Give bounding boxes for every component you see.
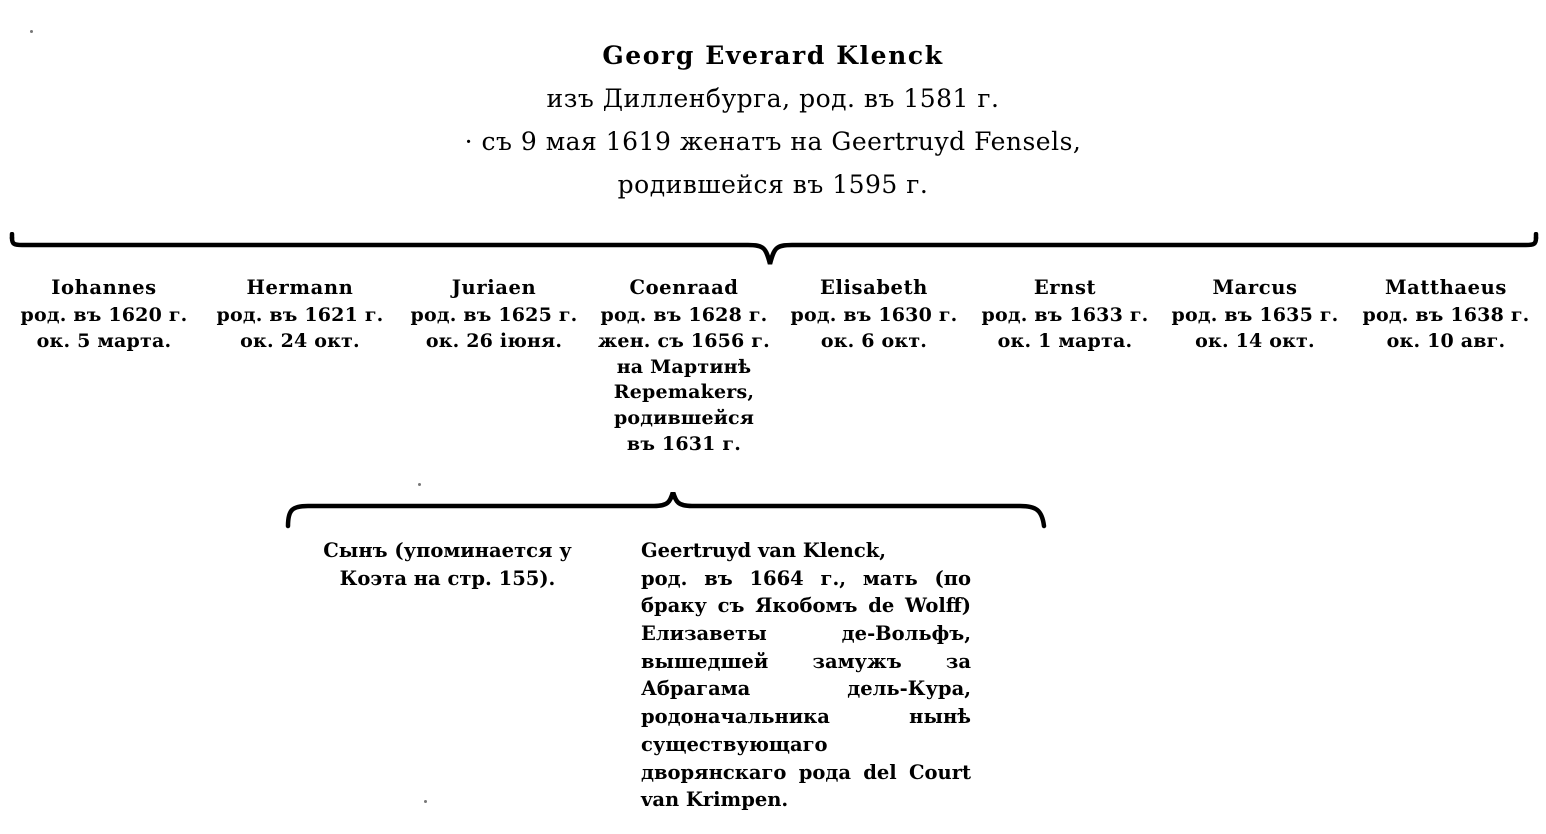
child-name: Elisabeth (820, 276, 928, 299)
child-detail: род. въ 1630 г. (790, 304, 958, 327)
child-detail: Repemakers, (613, 381, 755, 404)
child-detail: ок. 24 окт. (240, 329, 360, 352)
child-name: Iohannes (51, 276, 157, 299)
child-detail: род. въ 1620 г. (20, 304, 188, 327)
child-detail: на Мартинѣ (616, 355, 752, 378)
root-person-marriage: · съ 9 мая 1619 женатъ на Geertruyd Fensels, (464, 127, 1082, 156)
child-node (6, 275, 202, 355)
root-person-birth: изъ Дилленбурга, род. въ 1581 г. (546, 84, 1000, 113)
child-detail: ок. 14 окт. (1195, 329, 1315, 352)
child-name: Hermann (246, 276, 354, 299)
child-detail: въ 1631 г. (626, 432, 742, 455)
child-detail: ок. 26 іюня. (425, 329, 563, 352)
descendant-node-geertruyd (631, 537, 971, 814)
child-detail: родившейся (613, 406, 755, 429)
child-detail: жен. съ 1656 г. (598, 329, 770, 352)
child-detail: род. въ 1628 г. (600, 304, 768, 327)
paper-speck (418, 483, 421, 486)
paper-speck (424, 800, 427, 803)
root-person-name: Georg Everard Klenck (602, 41, 944, 70)
child-node (590, 275, 778, 457)
child-detail: род. въ 1635 г. (1171, 304, 1339, 327)
child-detail: род. въ 1625 г. (410, 304, 578, 327)
child-node (778, 275, 970, 355)
children-row (0, 275, 1546, 457)
child-name: Marcus (1212, 276, 1298, 299)
root-spouse-birth: родившейся въ 1595 г. (617, 170, 929, 199)
child-detail: ок. 10 авг. (1386, 329, 1506, 352)
child-node (970, 275, 1160, 355)
child-detail: род. въ 1621 г. (216, 304, 384, 327)
paper-speck (30, 30, 33, 33)
root-person-block (0, 34, 1546, 206)
child-node (202, 275, 398, 355)
child-detail: ок. 6 окт. (820, 329, 928, 352)
child-name: Juriaen (451, 276, 537, 299)
descendant-son-line2: Коэта на стр. 155). (339, 566, 556, 590)
child-detail: ок. 5 марта. (36, 329, 172, 352)
descendant-description: род. въ 1664 г., мать (по браку съ Якобомъ de Wolff) Елизаветы де-Вольфъ, вышедшей замужъ за Абрагама дель-Кура, родоначальника нынѣ существующаго дворянскаго рода del Court van Krimpen. (641, 566, 971, 812)
child-name: Ernst (1033, 276, 1097, 299)
child-name: Coenraad (629, 276, 739, 299)
child-node (398, 275, 590, 355)
child-detail: род. въ 1638 г. (1362, 304, 1530, 327)
child-node (1350, 275, 1542, 355)
generation-brace-top (8, 232, 1540, 268)
descendant-son-line1: Сынъ (упоминается у (323, 539, 572, 562)
child-name: Matthaeus (1384, 276, 1507, 299)
descendant-node-son (276, 537, 631, 592)
child-node (1160, 275, 1350, 355)
descendants-row (276, 537, 1036, 814)
descendant-name: Geertruyd van Klenck, (641, 539, 886, 562)
child-detail: ок. 1 марта. (997, 329, 1133, 352)
generation-brace-lower (282, 492, 1050, 532)
child-detail: род. въ 1633 г. (981, 304, 1149, 327)
